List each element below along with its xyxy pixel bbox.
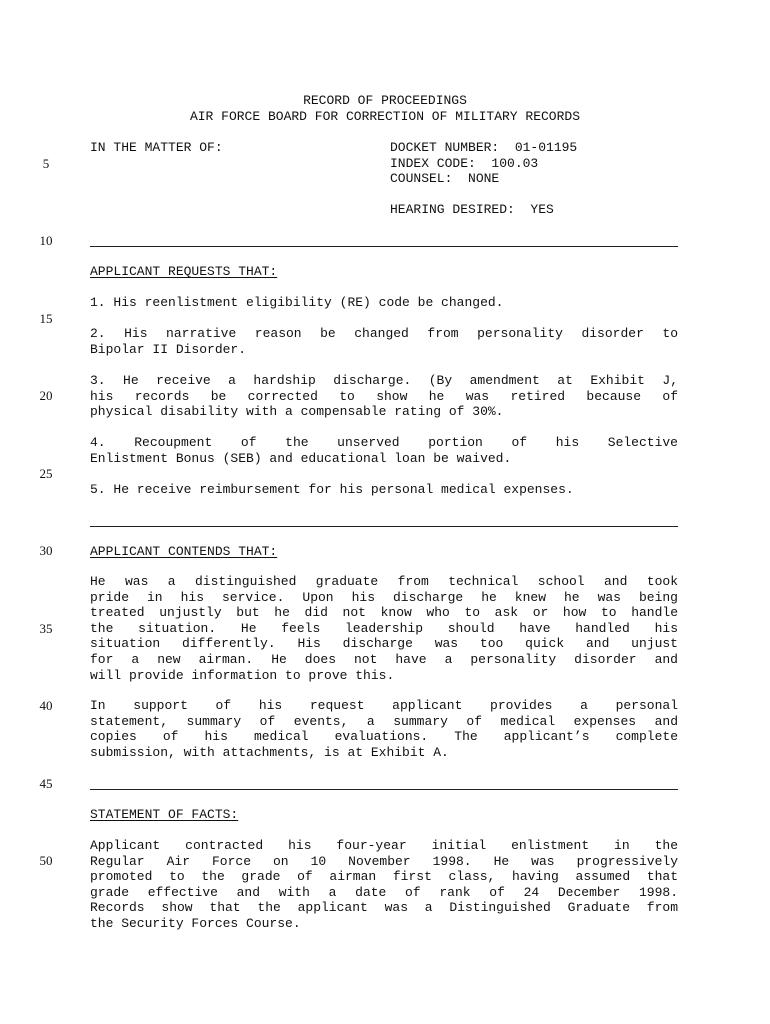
text-line: 3. He receive a hardship discharge. (By amendment at Exhibit J, [90,373,678,388]
request-item-1 [90,295,678,311]
line-number: 35 [39,621,53,636]
contends-heading: APPLICANT CONTENDS THAT: [90,544,278,559]
text-line: Records show that the applicant was a Distinguished Graduate from [90,900,678,916]
line-number: 20 [39,388,53,403]
text-line: copies of his medical evaluations. The applicant’s complete [90,729,678,745]
text-line: the Security Forces Course. [90,915,301,931]
text-line: treated unjustly but he did not know who to ask or how to handle [90,605,678,621]
line-number: 10 [39,233,53,248]
request-item-2 [90,326,678,357]
request-item-4 [90,435,678,466]
text-line: situation differently. His discharge was too quick and unjust [90,636,678,652]
text-line: 4. Recoupment of the unserved portion of his Selective [90,435,678,450]
text-line: submission, with attachments, is at Exhibit A. [90,744,449,760]
document-title: RECORD OF PROCEEDINGS [303,93,467,108]
text-line: Applicant contracted his four-year initial enlistment in the [90,838,678,853]
text-line: promoted to the grade of airman first class, having assumed that [90,869,678,885]
docket-number: DOCKET NUMBER: 01-01195 [390,140,578,155]
request-item-5 [90,482,678,498]
line-number: 40 [39,698,53,713]
text-line: In support of his request applicant provides a personal [90,698,678,713]
text-line: his records be corrected to show he was retired because of [90,388,678,404]
line-number: 25 [39,466,53,481]
line-number: 5 [42,156,50,171]
contends-paragraph-1 [90,574,678,683]
section-divider [90,526,678,527]
facts-heading: STATEMENT OF FACTS: [90,807,239,822]
facts-paragraph-1 [90,838,678,932]
contends-paragraph-2 [90,698,678,760]
index-code: INDEX CODE: 100.03 [390,156,539,171]
line-number: 15 [39,311,53,326]
line-number: 30 [39,543,53,558]
text-line: Enlistment Bonus (SEB) and educational loan be waived. [90,450,512,466]
text-line: pride in his service. Upon his discharge he knew he was being [90,589,678,605]
line-number: 45 [39,776,53,791]
matter-label: IN THE MATTER OF: [90,140,223,155]
text-line: grade effective and with a date of rank of 24 December 1998. [90,884,678,900]
section-divider [90,789,678,790]
hearing-desired: HEARING DESIRED: YES [390,202,554,217]
text-line: 2. His narrative reason be changed from personality disorder to [90,326,678,341]
line-number: 50 [39,853,53,868]
counsel: COUNSEL: NONE [390,171,500,186]
requests-heading: APPLICANT REQUESTS THAT: [90,264,278,279]
text-line: for a new airman. He does not have a personality disorder and [90,651,678,667]
request-item-3 [90,373,678,420]
section-divider [90,246,678,247]
text-line: He was a distinguished graduate from technical school and took [90,574,678,589]
text-line: will provide information to prove this. [90,667,395,683]
text-line: 5. He receive reimbursement for his personal medical expenses. [90,482,574,497]
document-subtitle: AIR FORCE BOARD FOR CORRECTION OF MILITARY RECORDS [189,109,581,124]
text-line: Regular Air Force on 10 November 1998. He was progressively [90,853,678,869]
text-line: the situation. He feels leadership should have handled his [90,620,678,636]
text-line: physical disability with a compensable rating of 30%. [90,404,504,420]
text-line: Bipolar II Disorder. [90,341,247,357]
text-line: 1. His reenlistment eligibility (RE) code be changed. [90,295,504,310]
text-line: statement, summary of events, a summary of medical expenses and [90,713,678,729]
